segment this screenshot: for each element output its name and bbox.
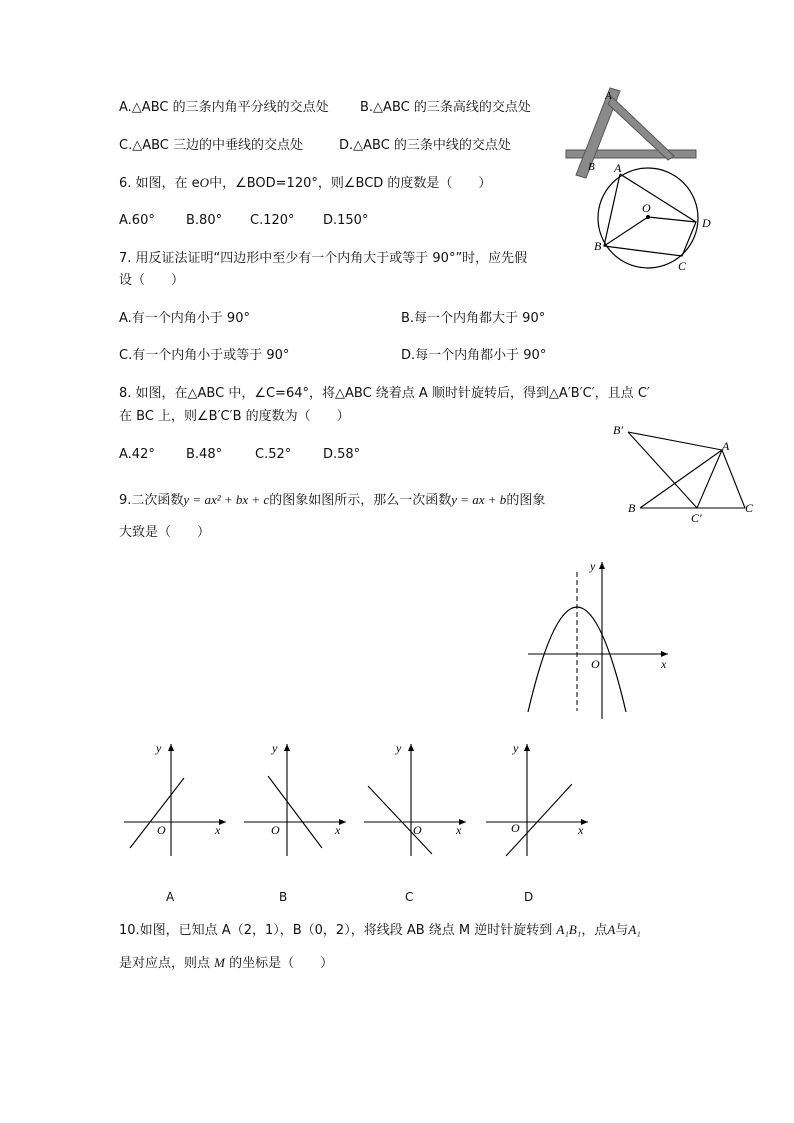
q9-stem-line2: 大致是（ ）	[119, 525, 211, 540]
q6-stem-pre: 6. 如图，在 e	[119, 176, 200, 191]
svg-text:O: O	[157, 823, 166, 837]
q5-option-d: D.△ABC 的三条中线的交点处	[339, 138, 511, 153]
q7-stem-line2: 设（ ）	[119, 273, 185, 288]
q8-option-a: A.42°	[119, 447, 155, 462]
q8-label-a: A	[722, 439, 730, 453]
q10-stem-line1	[119, 921, 641, 940]
q9-choice-a-label: A	[166, 890, 175, 904]
q9-choice-d-label: D	[524, 890, 534, 904]
q8-seg-ac	[722, 450, 745, 508]
q6-option-d: D.150°	[323, 213, 369, 228]
q9-choice-a-graph	[120, 738, 230, 858]
q9-y-arrow	[599, 562, 605, 569]
q9-label-y: y	[590, 559, 596, 573]
q6-stem	[119, 174, 491, 193]
q7-option-a: A.有一个内角小于 90°	[119, 311, 250, 326]
q9-stem-mid: 的图象如图所示，那么一次函数	[269, 493, 452, 508]
q9-formula-quadratic: y = ax² + bx + c	[183, 492, 270, 507]
q9-label-x: x	[661, 657, 667, 671]
q6-quadrilateral	[604, 174, 696, 256]
svg-text:y: y	[396, 741, 402, 755]
q6-label-c: C	[678, 259, 687, 273]
svg-text:O: O	[511, 821, 520, 835]
q6-label-d: D	[702, 216, 711, 230]
svg-text:x: x	[456, 823, 462, 837]
q6-circle-var: O	[199, 175, 210, 190]
q6-option-a: A.60°	[119, 213, 155, 228]
q6-figure	[592, 160, 722, 280]
q5-option-b: B.△ABC 的三条高线的交点处	[360, 100, 531, 115]
q6-label-b: B	[594, 239, 602, 253]
q9-line-b	[268, 776, 322, 848]
q9-line-c	[368, 786, 432, 854]
svg-text:x: x	[335, 823, 341, 837]
q7-option-d: D.每一个内角都小于 90°	[401, 348, 547, 363]
q8-option-b: B.48°	[186, 447, 223, 462]
q9-line-d	[506, 784, 572, 856]
q6-option-b: B.80°	[186, 213, 223, 228]
q7-stem-line1: 7. 用反证法证明“四边形中至少有一个内角大于或等于 90°”时，应先假	[119, 251, 528, 266]
q6-stem-post: 中，∠BOD=120°，则∠BCD 的度数是（ ）	[209, 176, 492, 191]
q5-option-a: A.△ABC 的三条内角平分线的交点处	[119, 100, 329, 115]
q7-option-b: B.每一个内角都大于 90°	[401, 311, 546, 326]
q9-line-a	[130, 778, 184, 848]
q10-point-a1: A₁	[628, 922, 641, 937]
q10-stem-line2-pre: 是对应点，则点	[119, 956, 211, 971]
svg-text:O: O	[413, 823, 422, 837]
q10-stem-with: 与	[615, 923, 629, 938]
svg-text:y: y	[272, 741, 278, 755]
q10-stem-pre: 10.如图，已知点 A（2，1），B（0，2），将线段 AB 绕点 M 逆时针旋转到	[119, 923, 553, 938]
q8-label-bp: B′	[613, 423, 623, 437]
q6-option-c: C.120°	[250, 213, 295, 228]
q7-option-c: C.有一个内角小于或等于 90°	[119, 348, 290, 363]
q6-center-dot	[646, 215, 650, 219]
q10-stem-mid: ，点	[581, 923, 608, 938]
q10-point-m: M	[214, 955, 225, 970]
svg-text:x: x	[215, 823, 221, 837]
q8-label-b: B	[628, 501, 636, 515]
q9-formula-linear: y = ax + b	[451, 492, 507, 507]
q8-option-d: D.58°	[323, 447, 361, 462]
q9-stem-post: 的图象	[506, 493, 546, 508]
q9-parabola-figure	[520, 556, 680, 721]
q9-stem	[119, 491, 545, 510]
svg-text:O: O	[271, 823, 280, 837]
q9-choice-c-label: C	[405, 890, 414, 904]
q6-label-a: A	[614, 161, 622, 175]
svg-text:x: x	[578, 823, 584, 837]
q8-label-c: C	[745, 501, 754, 515]
q8-option-c: C.52°	[255, 447, 292, 462]
q9-stem-pre: 9.二次函数	[119, 493, 184, 508]
q6-seg-ob	[604, 217, 648, 246]
q8-stem-line2: 在 BC 上，则∠B′C′B 的度数为（ ）	[119, 409, 350, 424]
q10-stem-line2-post: 的坐标是（ ）	[229, 956, 334, 971]
svg-text:y: y	[156, 741, 162, 755]
q9-choice-c-graph	[362, 738, 472, 858]
svg-text:y: y	[513, 741, 519, 755]
q9-choice-d-graph	[484, 738, 594, 858]
q10-stem-line2	[119, 954, 333, 973]
q5-label-b: B	[588, 161, 595, 173]
q5-option-c: C.△ABC 三边的中垂线的交点处	[119, 138, 303, 153]
q6-label-o: O	[642, 201, 651, 215]
q8-stem-line1: 8. 如图，在△ABC 中，∠C=64°，将△ABC 绕着点 A 顺时针旋转后，得到△A′B′C′，且点 C′	[119, 386, 650, 401]
q9-label-o: O	[591, 657, 600, 671]
q10-seg-a1b1: A₁B₁	[556, 922, 582, 937]
q5-label-a: A	[605, 90, 612, 102]
q9-choice-b-graph	[240, 738, 350, 858]
q9-choice-b-label: B	[279, 890, 288, 904]
q10-point-a: A	[607, 922, 616, 937]
q8-label-cp: C′	[691, 511, 702, 525]
q8-figure	[612, 422, 762, 525]
